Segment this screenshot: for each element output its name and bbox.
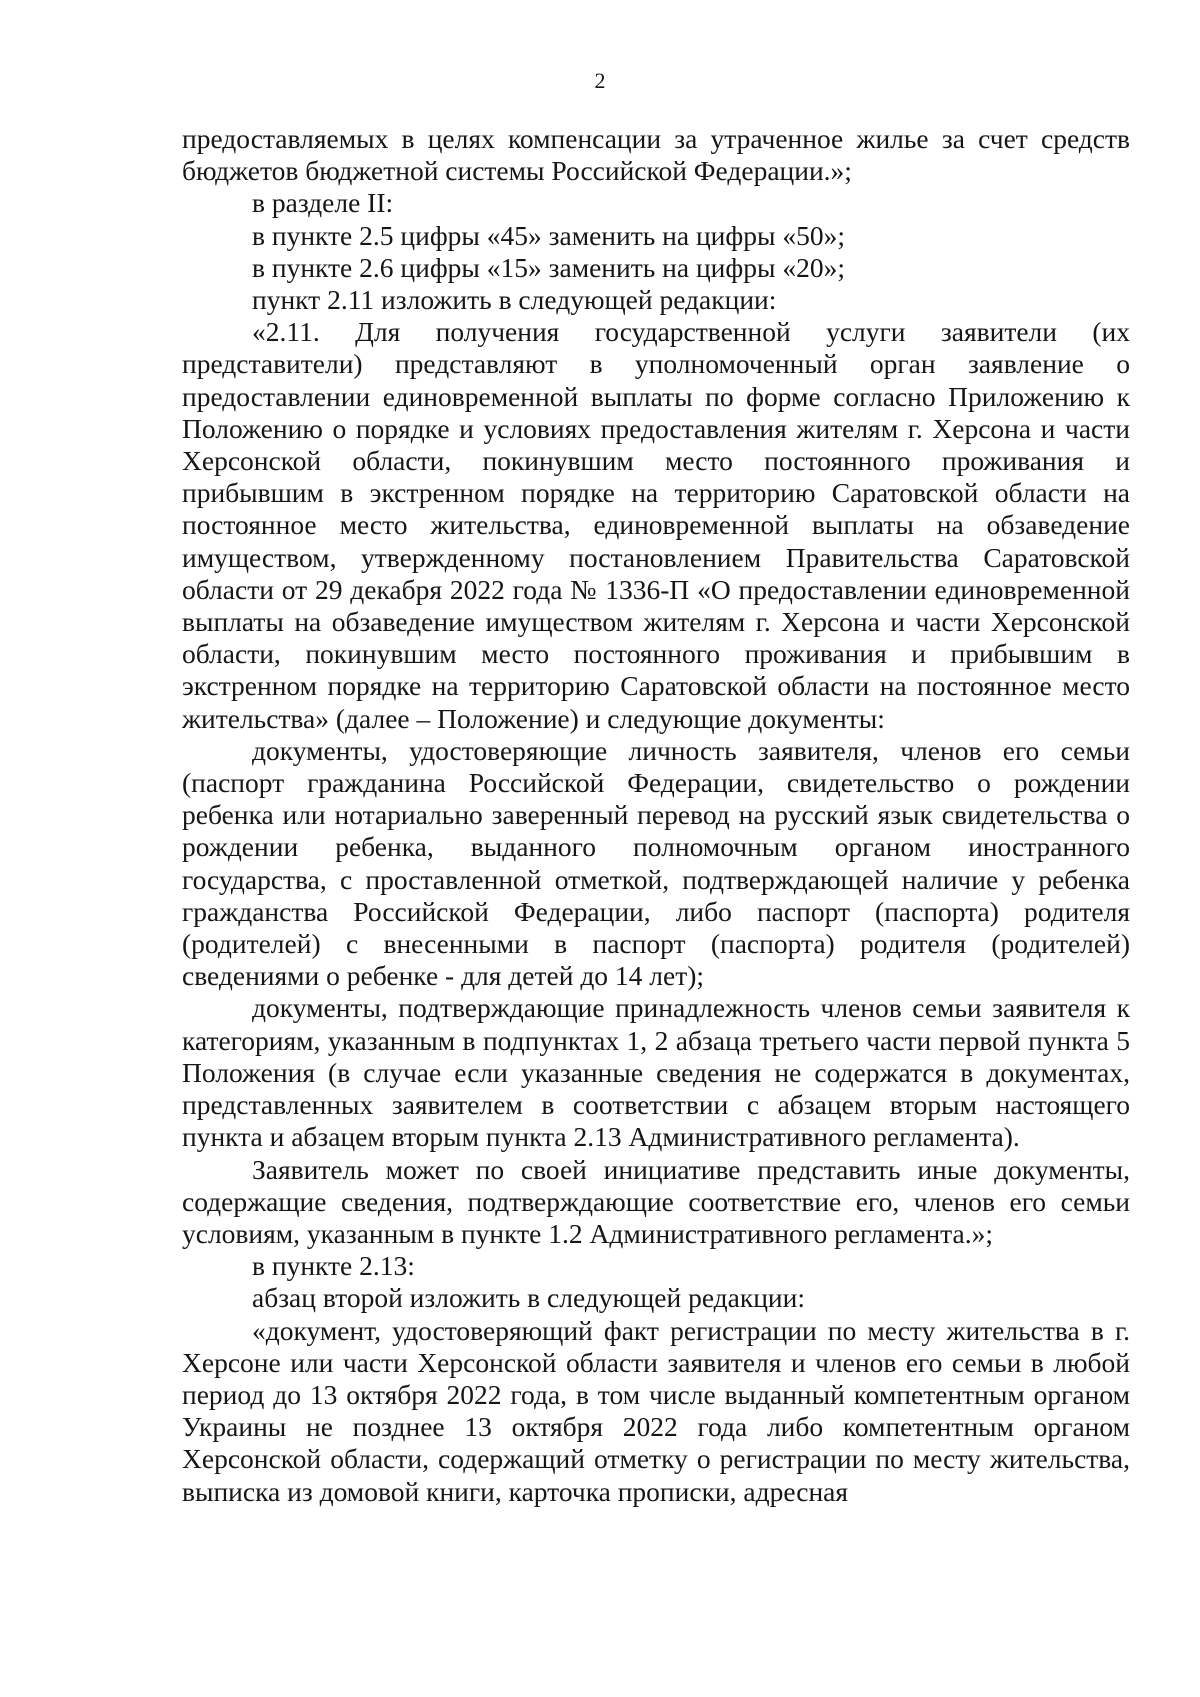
paragraph-point-2-6: в пункте 2.6 цифры «15» заменить на цифры «20»; (252, 251, 845, 283)
paragraph-continuation: предоставляемых в целях компенсации за утраченное жилье за счет средств бюджетов бюджетной системы Российской Федерации.»; (182, 123, 1130, 187)
paragraph-category-documents: документы, подтверждающие принадлежность членов семьи заявителя к категориям, указанным в подпунктах 1, 2 абзаца третьего части первой пункта 5 Положения (в случае если указанные сведения не содержатся в документах, представленных заявителем в соответствии с абзацем вторым настоящего пункта и абзацем вторым пункта 2.13 Административного регламента). (182, 992, 1130, 1153)
paragraph-second-abzac-intro: абзац второй изложить в следующей редакции: (252, 1282, 806, 1314)
paragraph-registration-document: «документ, удостоверяющий факт регистрации по месту жительства в г. Херсоне или части Херсонской области заявителя и членов его семьи в любой период до 13 октября 2022 года, в том числе выданный компетентным органом Украины не позднее 13 октября 2022 года либо компетентным органом Херсонской области, содержащий отметку о регистрации по месту жительства, выписка из домовой книги, карточка прописки, адресная (182, 1314, 1130, 1507)
paragraph-point-2-13-intro: в пункте 2.13: (252, 1250, 415, 1282)
paragraph-identity-documents: документы, удостоверяющие личность заявителя, членов его семьи (паспорт гражданина Российской Федерации, свидетельство о рождении ребенка или нотариально заверенный перевод на русский язык свидетельства о рождении ребенка, выданного полномочным органом иностранного государства, с проставленной отметкой, подтверждающей наличие у ребенка гражданства Российской Федерации, либо паспорт (паспорта) родителя (родителей) с внесенными в паспорт (паспорта) родителя (родителей) сведениями о ребенке - для детей до 14 лет); (182, 734, 1130, 992)
document-body (182, 123, 1130, 1508)
paragraph-point-2-11: «2.11. Для получения государственной услуги заявители (их представители) представляют в уполномоченный орган заявление о предоставлении единовременной выплаты по форме согласно Приложению к Положению о порядке и условиях предоставления жителям г. Херсона и части Херсонской области, покинувшим место постоянного проживания и прибывшим в экстренном порядке на территорию Саратовской области на постоянное место жительства, единовременной выплаты на обзаведение имуществом, утвержденному постановлением Правительства Саратовской области от 29 декабря 2022 года № 1336-П «О предоставлении единовременной выплаты на обзаведение имуществом жителям г. Херсона и части Херсонской области, покинувшим место постоянного проживания и прибывшим в экстренном порядке на территорию Саратовской области на постоянное место жительства» (далее – Положение) и следующие документы: (182, 316, 1130, 734)
paragraph-other-documents: Заявитель может по своей инициативе представить иные документы, содержащие сведения, подтверждающие соответствие его, членов его семьи условиям, указанным в пункте 1.2 Административного регламента.»; (182, 1153, 1130, 1249)
page-number: 2 (594, 68, 606, 93)
paragraph-point-2-11-intro: пункт 2.11 изложить в следующей редакции: (252, 284, 777, 316)
paragraph-section-ii: в разделе II: (252, 187, 394, 219)
paragraph-point-2-5: в пункте 2.5 цифры «45» заменить на цифры «50»; (252, 219, 845, 251)
